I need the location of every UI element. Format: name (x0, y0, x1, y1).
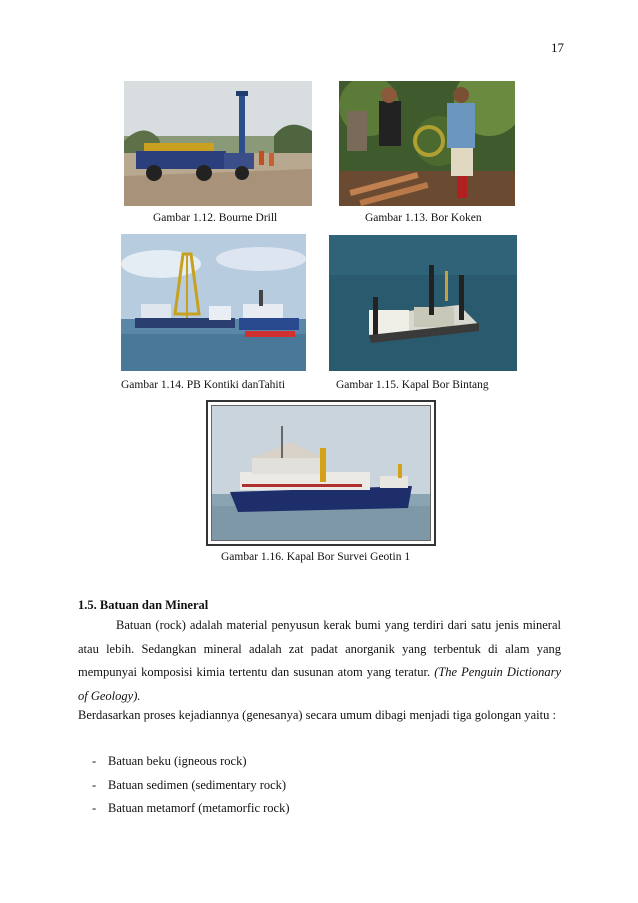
bourne-drill-photo (124, 81, 312, 206)
list-item-text: Batuan sedimen (sedimentary rock) (108, 777, 287, 792)
list-item: - Batuan beku (igneous rock) (92, 754, 247, 768)
paragraph-1-text: Batuan (rock) adalah material penyusun kerak bumi yang terdiri dari satu jenis mineral atau lebih. Sedangkan mineral adalah zat padat anorganik yang terbentuk di alam yang mempunyai komposisi kimia tertentu dan susunan atom yang teratur. (78, 618, 561, 679)
section-heading: 1.5. Batuan dan Mineral (78, 598, 209, 612)
figure-caption-1-13: Gambar 1.13. Bor Koken (365, 212, 482, 224)
section-paragraph-2: Berdasarkan proses kejadiannya (genesanya) secara umum dibagi menjadi tiga golongan yaitu : (78, 708, 556, 722)
rock-types-list (92, 750, 290, 821)
figure-caption-1-16: Gambar 1.16. Kapal Bor Survei Geotin 1 (221, 551, 411, 563)
list-item-text: Batuan beku (igneous rock) (108, 754, 247, 768)
figure-caption-1-15: Gambar 1.15. Kapal Bor Bintang (336, 379, 489, 391)
kapal-bor-survei-geotin-photo (211, 405, 431, 541)
list-item-text: Batuan metamorf (metamorfic rock) (108, 801, 290, 815)
paragraph-1-citation: (The Penguin Dictionary of Geology). (78, 665, 562, 703)
list-item: - Batuan metamorf (metamorfic rock) (92, 801, 290, 815)
section-paragraph-1 (78, 614, 561, 708)
page-number: 17 (551, 40, 564, 55)
figure-caption-1-14: Gambar 1.14. PB Kontiki danTahiti (121, 379, 286, 391)
pb-kontiki-tahiti-photo (121, 234, 306, 371)
kapal-bor-survei-geotin-frame (206, 400, 436, 546)
kapal-bor-bintang-photo (329, 235, 517, 371)
list-item: - Batuan sedimen (sedimentary rock) (92, 777, 287, 792)
figure-caption-1-12: Gambar 1.12. Bourne Drill (153, 212, 278, 224)
bor-koken-photo (339, 81, 515, 206)
